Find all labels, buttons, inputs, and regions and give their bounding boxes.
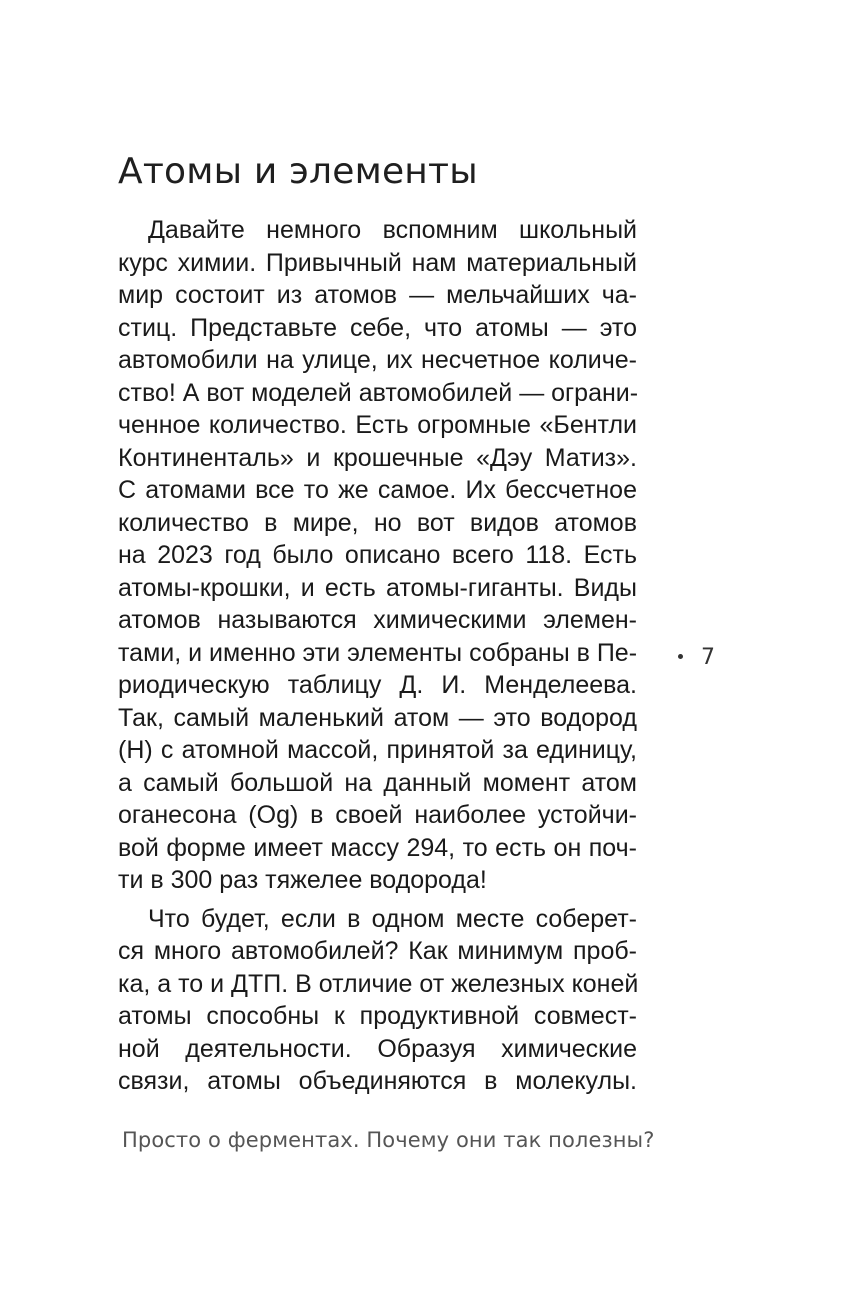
text-line: автомобили на улице, их несчетное количе- — [118, 346, 637, 374]
text-line: оганесона (Og) в своей наиболее устойчи- — [118, 801, 637, 829]
text-line: С атомами все то же самое. Их бессчетное — [118, 476, 637, 504]
text-line: а самый большой на данный момент атом — [118, 768, 637, 797]
text-line: ти в 300 раз тяжелее водорода! — [118, 866, 487, 894]
text-line: вой форме имеет массу 294, то есть он поч- — [118, 833, 637, 862]
text-line: атомов называются химическими элемен- — [118, 606, 637, 634]
page-number: 7 — [701, 645, 715, 670]
text-line: стиц. Представьте себе, что атомы — это — [118, 313, 637, 342]
text-line: ство! А вот моделей автомобилей — ограни- — [118, 378, 639, 407]
text-line: тами, и именно эти элементы собраны в Пе- — [118, 638, 638, 667]
text-line: атомы-крошки, и есть атомы-гиганты. Виды — [118, 573, 637, 602]
text-line: мир состоит из атомов — мельчайших ча- — [118, 281, 637, 309]
text-line: ся много автомобилей? Как минимум проб- — [118, 937, 637, 965]
text-line: на 2023 год было описано всего 118. Есть — [118, 541, 637, 569]
paragraph-2 — [118, 903, 637, 1098]
text-line: курс химии. Привычный нам материальный — [118, 248, 637, 277]
running-footer: Просто о ферментах. Почему они так полезны? — [122, 1128, 655, 1152]
page-number-marker — [678, 643, 715, 673]
text-line: Так, самый маленький атом — это водород — [118, 703, 637, 732]
body-text — [118, 214, 637, 1098]
paragraph-1 — [118, 214, 637, 897]
text-line: количество в мире, но вот видов атомов — [118, 508, 637, 537]
text-line: Давайте немного вспомним школьный — [148, 216, 637, 244]
text-line: ной деятельности. Образуя химические — [118, 1034, 637, 1063]
text-line: ченное количество. Есть огромные «Бентли — [118, 411, 637, 439]
text-line: риодическую таблицу Д. И. Менделеева. — [118, 671, 637, 699]
bullet-dot-icon — [678, 654, 683, 659]
chapter-title: Атомы и элементы — [118, 151, 478, 192]
text-line: атомы способны к продуктивной совмест- — [118, 1002, 637, 1030]
text-line: ка, а то и ДТП. В отличие от железных коней — [118, 969, 639, 998]
text-line: (H) с атомной массой, принятой за единицу, — [118, 736, 637, 764]
text-line: связи, атомы объединяются в молекулы. — [118, 1067, 637, 1095]
text-line: Континенталь» и крошечные «Дэу Матиз». — [118, 443, 637, 472]
text-line: Что будет, если в одном месте соберет- — [148, 904, 637, 933]
